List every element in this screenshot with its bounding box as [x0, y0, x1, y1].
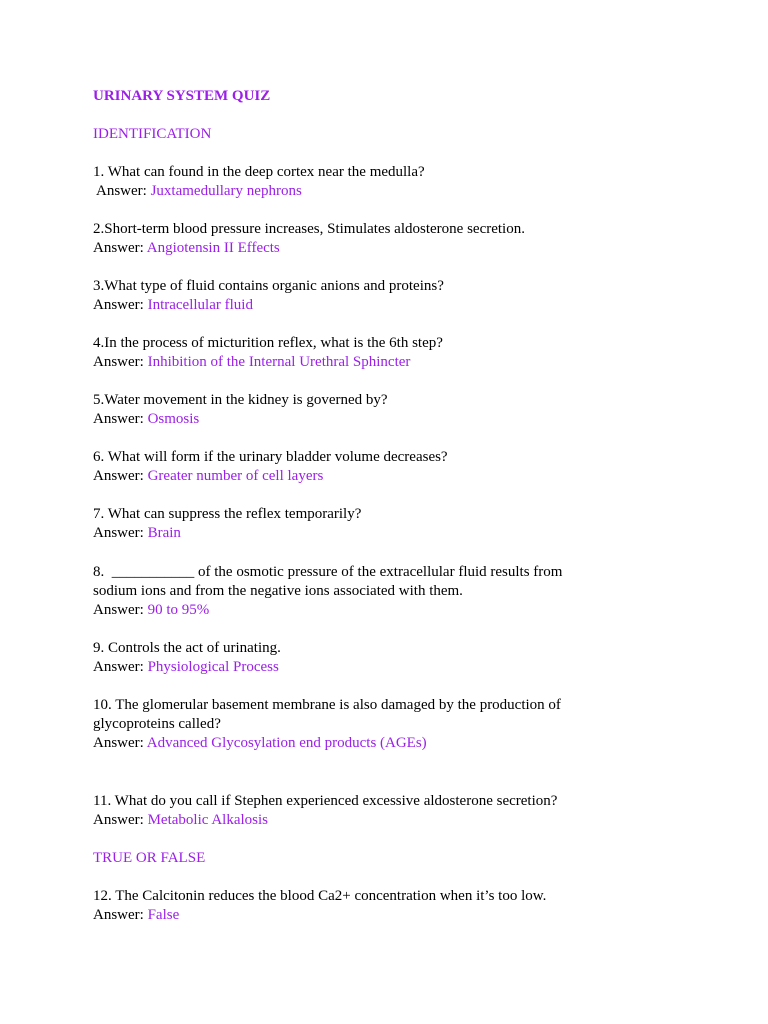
question-text: 4.In the process of micturition reflex, what is the 6th step? — [93, 335, 443, 351]
answer-label: Answer: — [93, 907, 148, 923]
answer-line — [96, 182, 302, 201]
answer-line — [93, 658, 279, 677]
answer-line — [93, 239, 280, 258]
answer-value: False — [147, 907, 180, 923]
question-text: 12. The Calcitonin reduces the blood Ca2+ concentration when it’s too low. — [93, 888, 547, 904]
answer-label: Answer: — [93, 525, 148, 541]
answer-value: 90 to 95% — [147, 602, 210, 618]
answer-label: Answer: — [93, 411, 148, 427]
question-text: 10. The glomerular basement membrane is also damaged by the production of — [93, 697, 561, 713]
answer-value: Inhibition of the Internal Urethral Sphincter — [147, 354, 411, 370]
answer-label: Answer: — [93, 240, 147, 256]
answer-label: Answer: — [93, 468, 148, 484]
answer-line — [93, 353, 410, 372]
question-text: 1. What can found in the deep cortex near the medulla? — [93, 164, 425, 180]
question-text: 6. What will form if the urinary bladder volume decreases? — [93, 449, 448, 465]
answer-line — [93, 906, 179, 925]
answer-line — [93, 601, 209, 620]
answer-line — [93, 296, 253, 315]
answer-label: Answer: — [93, 735, 147, 751]
answer-label: Answer: — [93, 602, 148, 618]
answer-value: Metabolic Alkalosis — [147, 812, 268, 828]
answer-value: Physiological Process — [147, 659, 279, 675]
answer-value: Brain — [147, 525, 181, 541]
answer-line — [93, 410, 199, 429]
question-text-continued: sodium ions and from the negative ions associated with them. — [93, 583, 463, 599]
answer-value: Intracellular fluid — [147, 297, 253, 313]
answer-value: Juxtamedullary nephrons — [150, 183, 302, 199]
answer-line — [93, 524, 181, 543]
answer-value: Greater number of cell layers — [147, 468, 324, 484]
answer-line — [93, 734, 427, 753]
question-text: 8. ___________ of the osmotic pressure of the extracellular fluid results from — [93, 564, 563, 580]
answer-label: Answer: — [93, 354, 148, 370]
answer-line — [93, 467, 323, 486]
answer-label: Answer: — [96, 183, 151, 199]
question-text: 11. What do you call if Stephen experienced excessive aldosterone secretion? — [93, 793, 558, 809]
answer-label: Answer: — [93, 812, 148, 828]
question-text: 5.Water movement in the kidney is governed by? — [93, 392, 388, 408]
section-heading-identification: IDENTIFICATION — [93, 126, 212, 142]
question-text-continued: glycoproteins called? — [93, 716, 221, 732]
answer-label: Answer: — [93, 297, 148, 313]
answer-label: Answer: — [93, 659, 148, 675]
page-title: URINARY SYSTEM QUIZ — [93, 88, 271, 104]
answer-value: Advanced Glycosylation end products (AGEs) — [146, 735, 427, 751]
question-text: 7. What can suppress the reflex temporarily? — [93, 506, 362, 522]
answer-value: Osmosis — [147, 411, 200, 427]
answer-line — [93, 811, 268, 830]
question-text: 9. Controls the act of urinating. — [93, 640, 281, 656]
question-text: 2.Short-term blood pressure increases, Stimulates aldosterone secretion. — [93, 221, 525, 237]
question-text: 3.What type of fluid contains organic anions and proteins? — [93, 278, 444, 294]
answer-value: Angiotensin II Effects — [146, 240, 280, 256]
section-heading-true-false: TRUE OR FALSE — [93, 850, 206, 866]
